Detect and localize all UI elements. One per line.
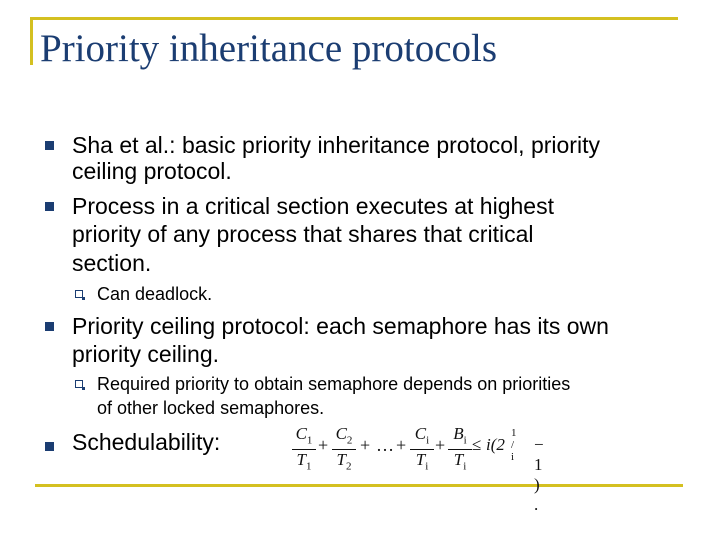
bullet-1-line-1: Sha et al.: basic priority inheritance protocol, priority [72, 132, 600, 158]
formula-rhs-end: − 1 ) . [534, 435, 544, 514]
bullet-marker [45, 202, 54, 211]
formula-exponent: 1 / i [511, 427, 517, 463]
bullet-2-line-2: priority of any process that shares that critical [72, 221, 534, 247]
plus-sign: + [396, 435, 407, 455]
bullet-2-line-3: section. [72, 250, 152, 276]
bullet-1-line-2: ceiling protocol. [72, 158, 232, 184]
sub-bullet-2-line-1: Required priority to obtain semaphore depends on priorities [97, 374, 571, 394]
sub-bullet-1-line-1: Can deadlock. [97, 284, 213, 304]
frame-left-line [30, 17, 33, 65]
plus-sign: + [435, 435, 446, 455]
fraction-c1-t1: $\frac{C_1}{T_1}$ [292, 425, 316, 477]
bullet-marker [45, 141, 54, 150]
fraction-ci-ti: $\frac{C_i}{T_i}$ [410, 425, 434, 477]
fraction-bi-ti: $\frac{B_i}{T_i}$ [448, 425, 472, 477]
ellipsis: … [376, 435, 394, 455]
less-equal-sign: ≤ [472, 435, 482, 454]
slide-title: Priority inheritance protocols [40, 27, 498, 70]
bullet-4-line-1: Schedulability: [72, 429, 221, 455]
frame-bottom-line [35, 484, 683, 487]
sub-bullet-marker [75, 380, 83, 388]
bullet-marker [45, 442, 54, 451]
bullet-3-line-1: Priority ceiling protocol: each semaphore has its own [72, 313, 609, 339]
sub-bullet-2-line-2: of other locked semaphores. [97, 398, 325, 418]
frame-top-line [30, 17, 678, 20]
plus-sign: + [360, 435, 371, 455]
bullet-2-line-1: Process in a critical section executes at highest [72, 193, 554, 219]
bullet-marker [45, 322, 54, 331]
fraction-c2-t2: $\frac{C_2}{T_2}$ [332, 425, 356, 477]
sub-bullet-marker [75, 290, 83, 298]
plus-sign: + [318, 435, 329, 455]
bullet-3-line-2: priority ceiling. [72, 341, 219, 367]
formula-rhs-start: i(2 [486, 435, 505, 454]
